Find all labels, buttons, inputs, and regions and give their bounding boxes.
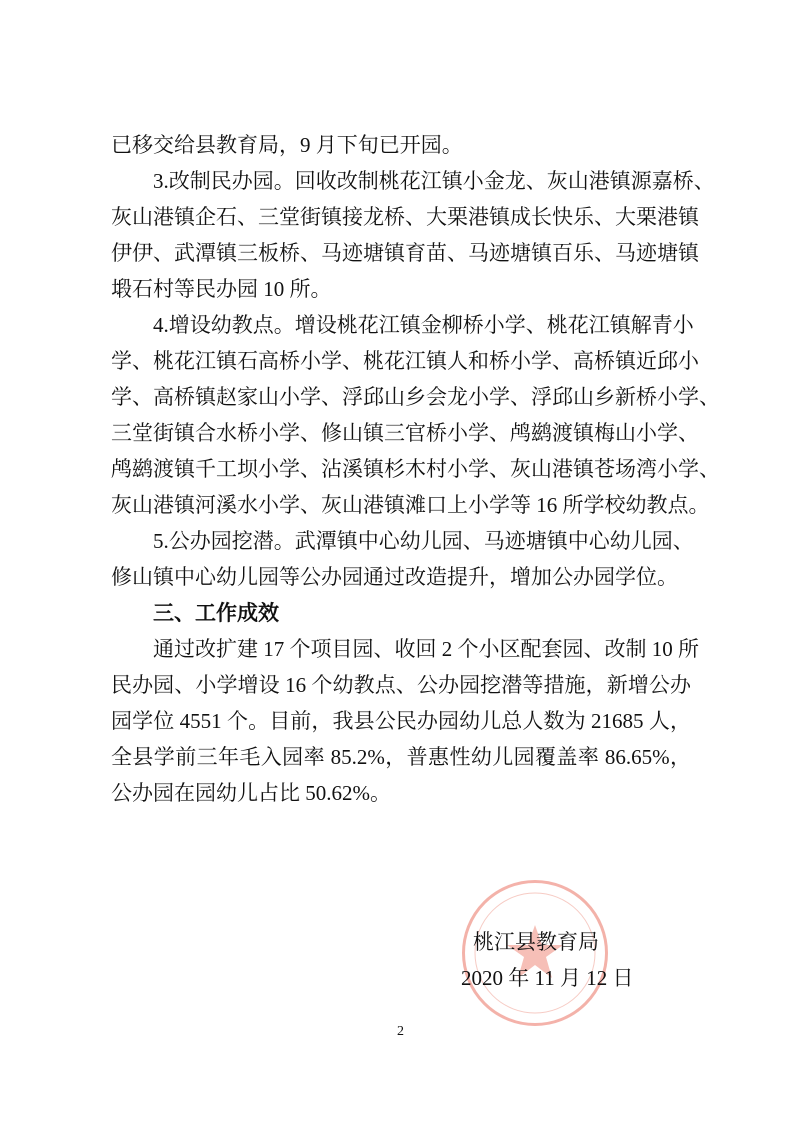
page-number: 2: [397, 1024, 404, 1039]
text-line: 通过改扩建 17 个项目园、收回 2 个小区配套园、改制 10 所: [153, 637, 699, 661]
text-line: 三堂街镇合水桥小学、修山镇三官桥小学、鸬鹚渡镇梅山小学、: [111, 421, 699, 445]
text-line: 学、桃花江镇石高桥小学、桃花江镇人和桥小学、高桥镇近邱小: [111, 349, 699, 373]
text-line: 塅石村等民办园 10 所。: [111, 277, 332, 301]
text-line: 已移交给县教育局，9 月下旬已开园。: [111, 133, 463, 157]
text-line: 4.增设幼教点。增设桃花江镇金柳桥小学、桃花江镇解青小: [153, 313, 694, 337]
text-line: 伊伊、武潭镇三板桥、马迹塘镇育苗、马迹塘镇百乐、马迹塘镇: [111, 241, 699, 265]
section-heading: 三、工作成效: [153, 601, 279, 625]
text-line: 3.改制民办园。回收改制桃花江镇小金龙、灰山港镇源嘉桥、: [153, 169, 715, 193]
text-line: 园学位 4551 个。目前，我县公民办园幼儿总人数为 21685 人，: [111, 709, 691, 733]
text-line: 鸬鹚渡镇千工坝小学、沾溪镇杉木村小学、灰山港镇苍场湾小学、: [111, 457, 720, 481]
text-line: 民办园、小学增设 16 个幼教点、公办园挖潜等措施，新增公办: [111, 673, 691, 697]
text-line: 全县学前三年毛入园率 85.2%，普惠性幼儿园覆盖率 86.65%，: [111, 745, 691, 769]
text-line: 5.公办园挖潜。武潭镇中心幼儿园、马迹塘镇中心幼儿园、: [153, 529, 694, 553]
text-line: 公办园在园幼儿占比 50.62%。: [111, 781, 391, 805]
text-line: 学、高桥镇赵家山小学、浮邱山乡会龙小学、浮邱山乡新桥小学、: [111, 385, 720, 409]
text-line: 灰山港镇河溪水小学、灰山港镇滩口上小学等 16 所学校幼教点。: [111, 493, 710, 517]
signature-date: 2020 年 11 月 12 日: [461, 966, 634, 990]
text-line: 修山镇中心幼儿园等公办园通过改造提升，增加公办园学位。: [111, 565, 678, 589]
text-line: 灰山港镇企石、三堂街镇接龙桥、大栗港镇成长快乐、大栗港镇: [111, 205, 699, 229]
signature-org: 桃江县教育局: [473, 930, 599, 954]
